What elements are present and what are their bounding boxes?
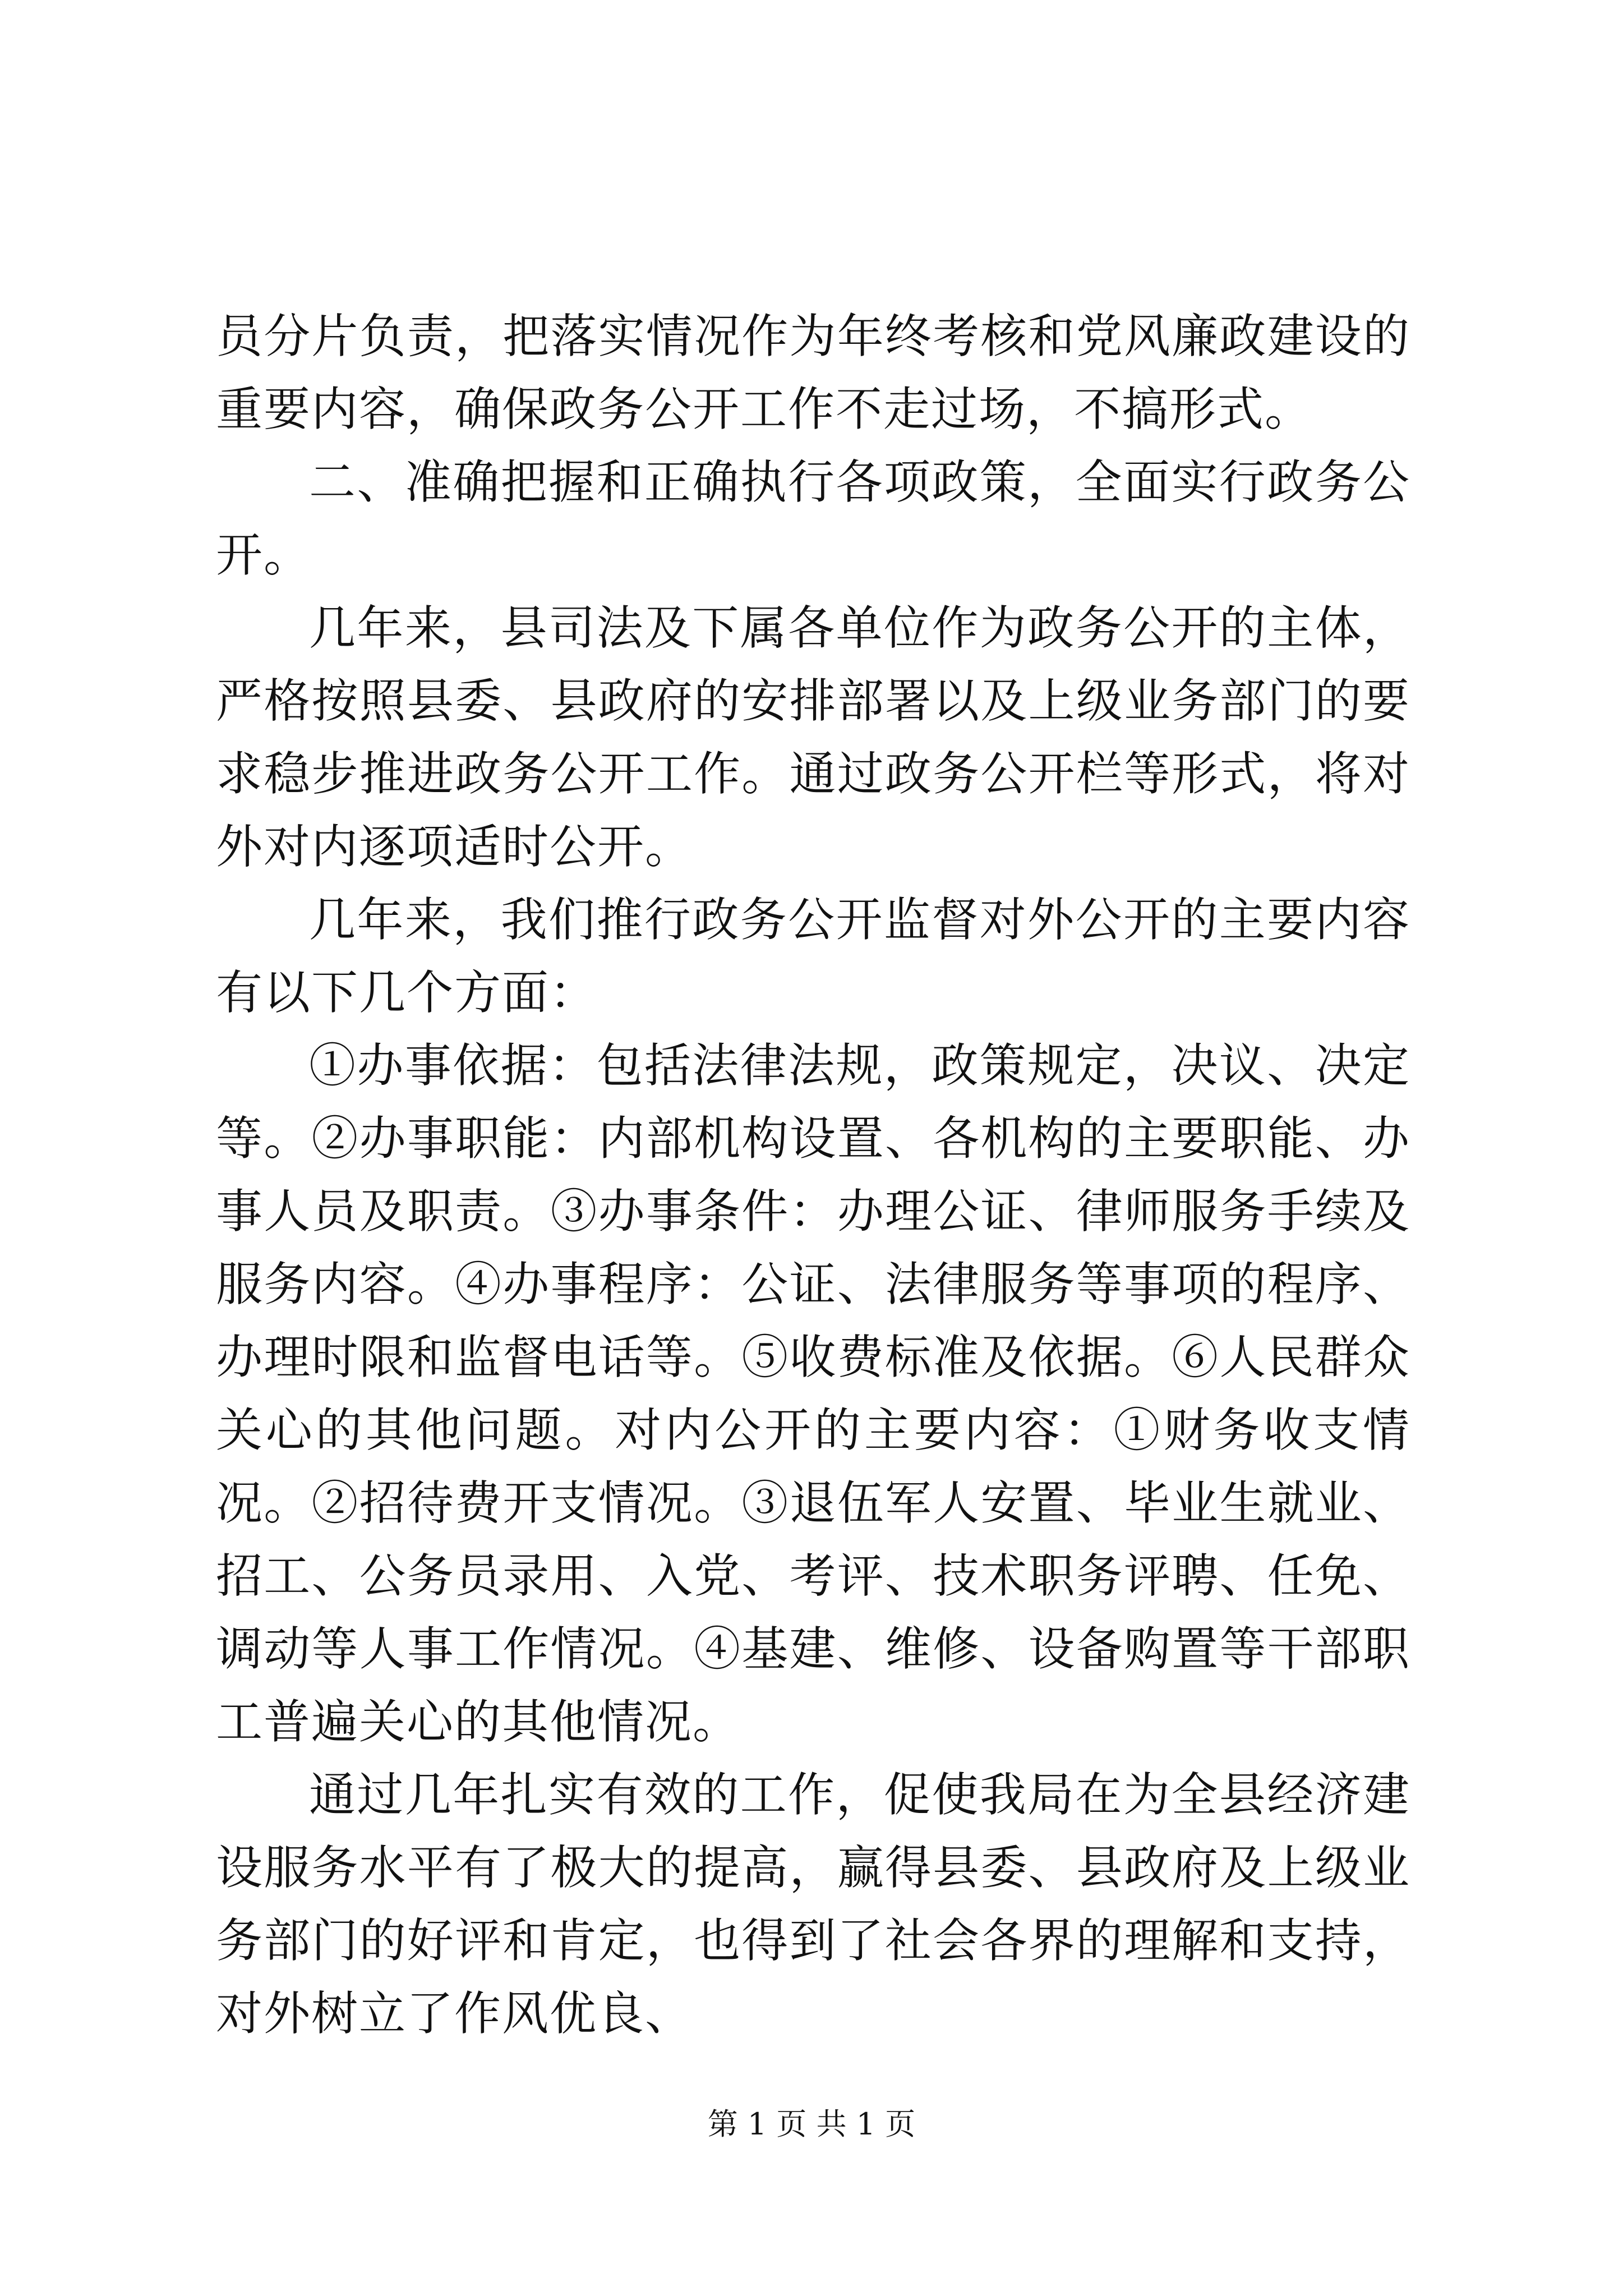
document-body bbox=[216, 300, 1410, 2050]
paragraph-results: 通过几年扎实有效的工作，促使我局在为全县经济建设服务水平有了极大的提高，赢得县委、县政府及上级业务部门的好评和肯定，也得到了社会各界的理解和支持，对外树立了作风优良、 bbox=[216, 1768, 1410, 2041]
paragraph-content-list: ①办事依据：包括法律法规，政策规定，决议、决定等。②办事职能：内部机构设置、各机构的主要职能、办事人员及职责。③办事条件：办理公证、律师服务手续及服务内容。④办事程序：公证、法律服务等事项的程序、办理时限和监督电话等。⑤收费标准及依据。⑥人民群众关心的其他问题。对内公开的主要内容：①财务收支情况。②招待费开支情况。③退伍军人安置、毕业生就业、招工、公务员录用、入党、考评、技术职务评聘、任免、调动等人事工作情况。④基建、维修、设备购置等干部职工普遍关心的其他情况。 bbox=[216, 1038, 1410, 1749]
paragraph-continuation: 员分片负责，把落实情况作为年终考核和党风廉政建设的重要内容，确保政务公开工作不走过场，不搞形式。 bbox=[216, 309, 1410, 436]
paragraph-subject: 几年来，县司法及下属各单位作为政务公开的主体，严格按照县委、县政府的安排部署以及上级业务部门的要求稳步推进政务公开工作。通过政务公开栏等形式，将对外对内逐项适时公开。 bbox=[216, 601, 1410, 874]
page-footer: 第 1 页 共 1 页 bbox=[707, 2106, 916, 2142]
paragraph-intro-list: 几年来，我们推行政务公开监督对外公开的主要内容有以下几个方面： bbox=[216, 892, 1410, 1020]
section-heading: 二、准确把握和正确执行各项政策，全面实行政务公开。 bbox=[216, 455, 1410, 582]
